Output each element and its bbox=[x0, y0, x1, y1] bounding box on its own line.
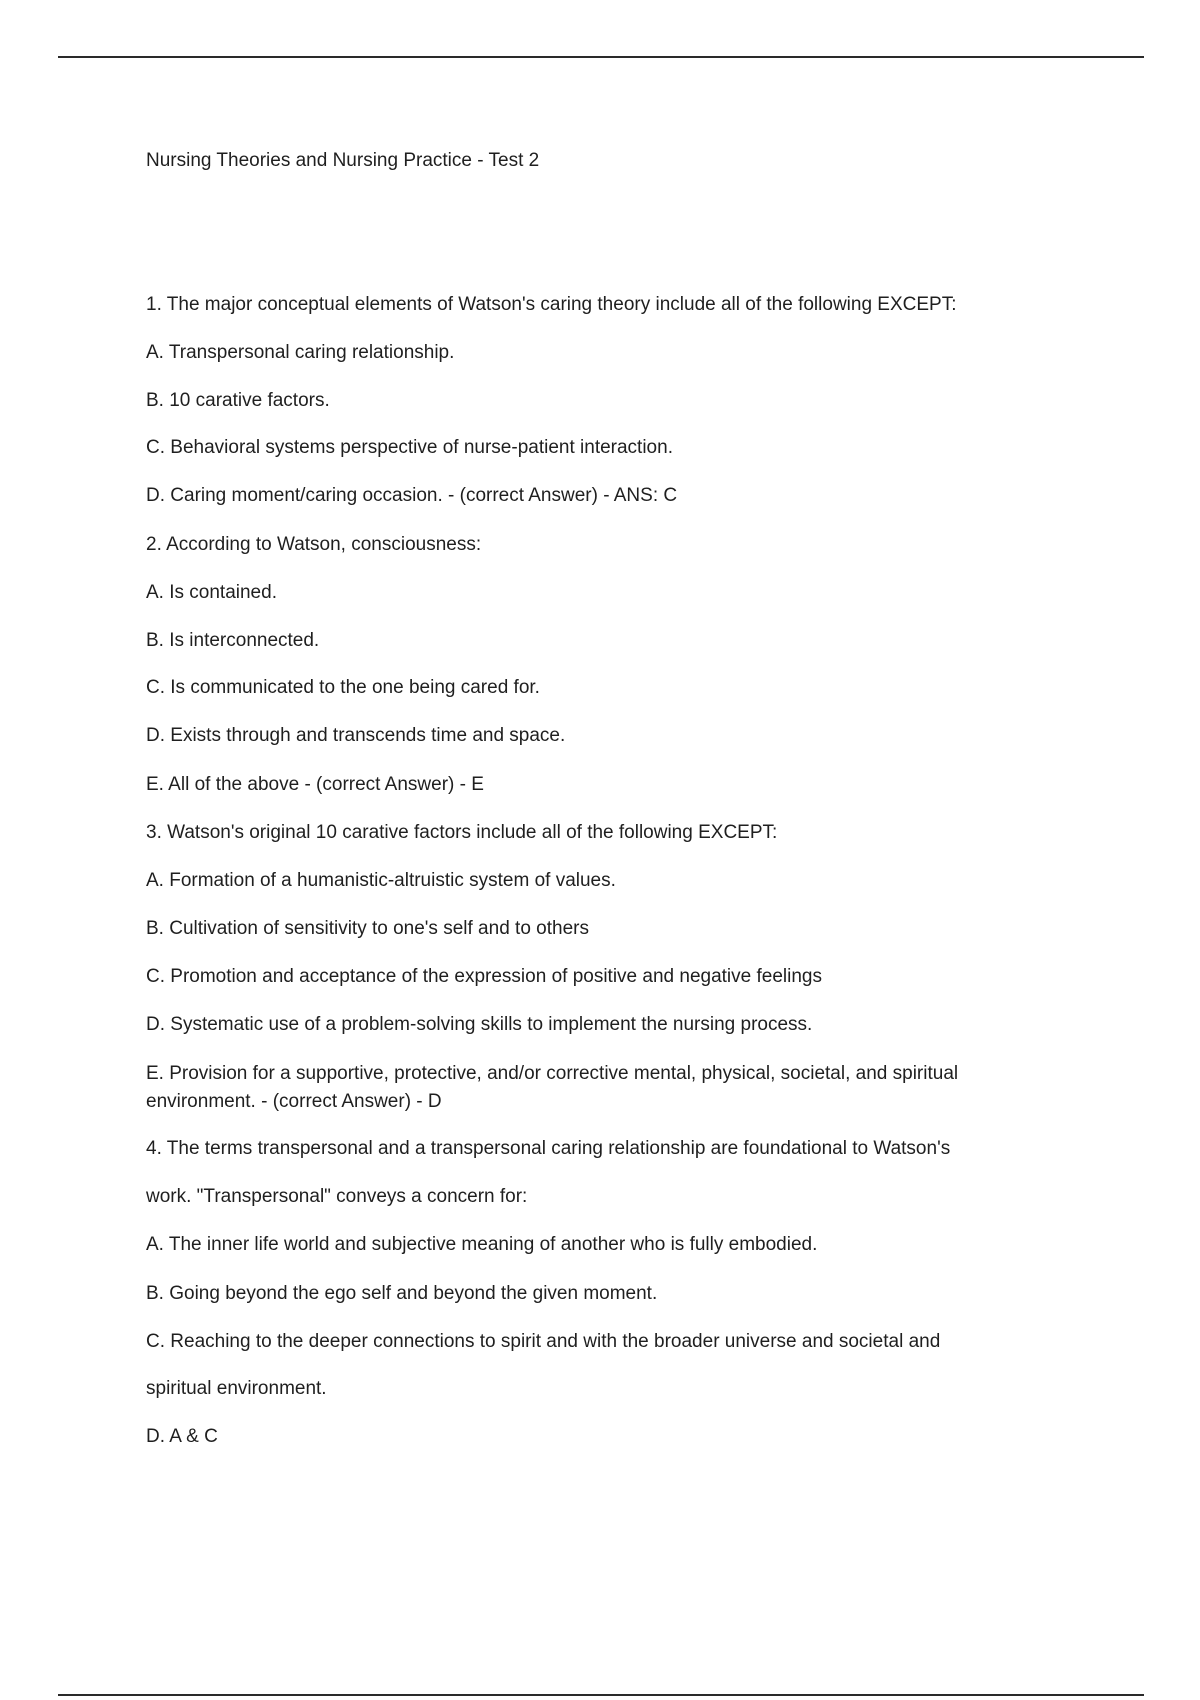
document-title: Nursing Theories and Nursing Practice - Test 2 bbox=[146, 150, 540, 171]
question-3-option-a: A. Formation of a humanistic-altruistic system of values. bbox=[146, 870, 616, 891]
question-4-text-line-1: 4. The terms transpersonal and a transpersonal caring relationship are foundational to Watson's bbox=[146, 1138, 951, 1159]
question-4-option-c-line-2: spiritual environment. bbox=[146, 1378, 327, 1399]
question-1-option-c: C. Behavioral systems perspective of nurse-patient interaction. bbox=[146, 437, 673, 458]
question-4-option-c-line-1: C. Reaching to the deeper connections to spirit and with the broader universe and societal and bbox=[146, 1331, 941, 1352]
question-2-option-b: B. Is interconnected. bbox=[146, 630, 320, 651]
question-2-option-d: D. Exists through and transcends time and space. bbox=[146, 725, 566, 746]
question-1-option-b: B. 10 carative factors. bbox=[146, 390, 330, 411]
header-rule bbox=[58, 56, 1144, 58]
footer-rule bbox=[58, 1694, 1144, 1696]
question-2-option-a: A. Is contained. bbox=[146, 582, 277, 603]
question-3-option-e-answer: E. Provision for a supportive, protective, and/or corrective mental, physical, societal, and spiritual environment. - (correct Answer) - D bbox=[146, 1063, 959, 1112]
question-1-text: 1. The major conceptual elements of Watson's caring theory include all of the following EXCEPT: bbox=[146, 294, 957, 315]
question-4-text-line-2: work. "Transpersonal" conveys a concern for: bbox=[146, 1186, 528, 1207]
question-3-option-c: C. Promotion and acceptance of the expression of positive and negative feelings bbox=[146, 966, 822, 987]
question-3-text: 3. Watson's original 10 carative factors include all of the following EXCEPT: bbox=[146, 822, 778, 843]
question-4-option-a: A. The inner life world and subjective meaning of another who is fully embodied. bbox=[146, 1234, 818, 1255]
question-2-option-e-answer: E. All of the above - (correct Answer) - E bbox=[146, 774, 484, 795]
question-2-option-c: C. Is communicated to the one being cared for. bbox=[146, 677, 540, 698]
question-4-option-b: B. Going beyond the ego self and beyond the given moment. bbox=[146, 1283, 658, 1304]
question-3-option-b: B. Cultivation of sensitivity to one's self and to others bbox=[146, 918, 589, 939]
question-4-option-d: D. A & C bbox=[146, 1426, 218, 1447]
question-1-option-a: A. Transpersonal caring relationship. bbox=[146, 342, 455, 363]
question-2-text: 2. According to Watson, consciousness: bbox=[146, 534, 482, 555]
question-3-option-d: D. Systematic use of a problem-solving skills to implement the nursing process. bbox=[146, 1014, 813, 1035]
question-1-option-d-answer: D. Caring moment/caring occasion. - (correct Answer) - ANS: C bbox=[146, 485, 678, 506]
